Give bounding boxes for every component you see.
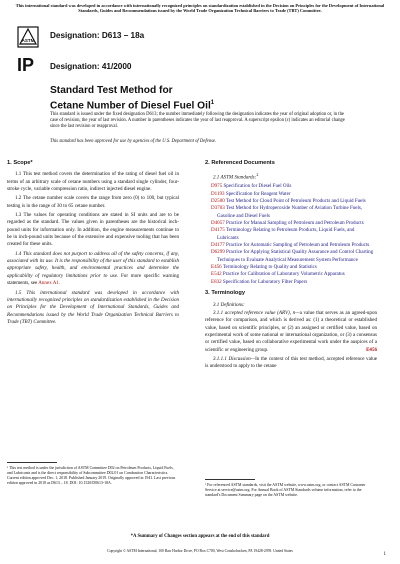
reference-item[interactable]	[211, 191, 377, 198]
references-list	[205, 183, 377, 286]
intro-paragraph: This standard is issued under the fixed designation D613; the number immediately following the designation indicates the year of original adoption or, in the case of revision, the year of last revision. A number in parentheses indicates the year of last reapproval. A superscript epsilon (ε) indicates an editorial change since the last revision or reapproval.	[50, 112, 345, 130]
footnote-2-text: ² For referenced ASTM standards, visit the ASTM website, www.astm.org, or contact ASTM Customer Service at service@astm.org. For Annual Book of ASTM Standards volume information, refer to the standard's Document Summary page on the ASTM website.	[205, 483, 366, 497]
approved-note: This standard has been approved for use by agencies of the U.S. Department of Defense.	[50, 139, 217, 144]
astm-logo-icon	[17, 26, 39, 48]
definitions-sub: 3.1 Definitions:	[213, 301, 245, 308]
footnote-left	[7, 462, 179, 486]
annex-a1-link[interactable]: Annex A1.	[38, 280, 61, 287]
reference-code[interactable]: E456	[211, 264, 222, 271]
reference-title[interactable]: Specification for Laboratory Filter Papers	[222, 278, 308, 285]
scope-1-5: 1.5 This international standard was developed in accordance with internationally recognized principles on standardization established in the Decision on Principles for the Development of International Standards, Guides and Recommendations issued by the World Trade Organization Technical Barriers to Trade (TBT) Committee.	[7, 289, 179, 325]
definition-arv-term: 3.1.1 accepted reference value (ARV), n—	[213, 309, 300, 316]
reference-title[interactable]: Specification for Reagent Water	[225, 190, 291, 197]
reference-code[interactable]: D4175	[211, 227, 225, 234]
reference-code[interactable]: D4177	[211, 242, 225, 249]
title-line2: Cetane Number of Diesel Fuel Oil$^1$	[50, 100, 215, 112]
reference-title[interactable]: Practice for Calibration of Laboratory Volumetric Apparatus	[222, 271, 345, 278]
scope-1-4-tail: For more specific warning statements, see	[7, 272, 179, 287]
ip-logo-icon: IP	[17, 55, 35, 75]
footnote-right	[205, 479, 377, 498]
designation-ip: Designation: 41/2000	[50, 62, 132, 71]
summary-of-changes-note: *A Summary of Changes section appears at the end of this standard	[130, 534, 270, 539]
reference-item[interactable]	[211, 205, 377, 220]
copyright-line: Copyright © ASTM International, 100 Barr Harbor Drive, PO Box C700, West Conshohocken, PA 19428-2959. United States	[107, 549, 293, 553]
document-title	[50, 85, 214, 112]
footnote-divider	[205, 479, 255, 480]
title-line1: Standard Test Method for	[50, 85, 173, 96]
reference-code[interactable]: D6299	[211, 249, 225, 256]
reference-title[interactable]: Test Method for Hydroperoxide Number of Aviation Turbine Fuels, Gasoline and Diesel Fuels	[217, 205, 363, 219]
reference-item[interactable]	[211, 183, 377, 190]
reference-title[interactable]: Practice for Automatic Sampling of Petroleum and Petroleum Products	[226, 242, 370, 249]
definition-arv-text: a value that serves as an agreed-upon reference for comparison, and which is derived as: (1) a theoretical or established value, based on scientific principles, or (2) an assigned or certified value, based on experimental work of some national or international organization, or (3) a consensus or certified value, based on collaborative experimental work under the auspices of a scientific or engineering group.	[205, 309, 377, 353]
scope-1-3: 1.3 The values for operating conditions are stated in SI units and are to be regarded as the standard. The values given in parentheses are the historical inch-pound units for information only. In addition, the engine measurements continue to be in inch-pound units because of the extensive and expensive tooling that has been created for these units.	[7, 212, 179, 248]
reference-item[interactable]	[211, 220, 377, 227]
left-column	[7, 160, 179, 328]
reference-title[interactable]: Terminology Relating to Petroleum Products, Liquid Fuels, and Lubricants	[217, 227, 355, 241]
terminology-heading: 3. Terminology	[205, 290, 246, 297]
page-number: 1	[383, 552, 386, 557]
reference-title[interactable]: Terminology Relating to Quality and Statistics	[222, 264, 317, 271]
discussion-paragraph	[205, 356, 377, 371]
reference-code[interactable]: D4057	[211, 220, 225, 227]
scope-1-2: 1.2 The cetane number scale covers the range from zero (0) to 100, but typical testing is in the range of 30 to 65 cetane number.	[7, 195, 179, 209]
scope-1-4	[7, 251, 179, 288]
reference-code[interactable]: D3703	[211, 205, 225, 212]
reference-title[interactable]: Specification for Diesel Fuel Oils	[223, 183, 292, 190]
definition-arv	[205, 310, 377, 354]
svg-text:ASTM: ASTM	[21, 38, 35, 43]
designation-astm: Designation: D613 – 18a	[50, 31, 145, 40]
reference-code[interactable]: D975	[211, 183, 223, 190]
scope-heading: 1. Scope*	[7, 160, 33, 166]
title-footnote-mark: 1	[210, 100, 215, 106]
references-sub: 2.1 ASTM Standards:$^2$	[213, 172, 259, 182]
reference-code[interactable]: E542	[211, 271, 222, 278]
discussion-label: 3.1.1.1 Discussion—	[213, 355, 256, 362]
footnote-1-text: ¹ This test method is under the jurisdiction of ASTM Committee D02 on Petroleum Products, Liquid Fuels, and Lubricants and is the direct responsibility of Subcommittee D02.01 on Combustion Characteristics. Current edition approved Dec. 1, 2018. Published January 2019. Originally approved in 1941. Last previous edition approved in 2018 as D613 – 18. DOI: 10.1520/D0613-18A.	[7, 466, 176, 485]
top-notice: This international standard was developed in accordance with internationally recognized principles on standardization established in the Decision on Principles for the Development of International Standards, Guides and Recommendations issued by the World Trade Organization Technical Barriers to Trade (TBT) Committee.	[15, 3, 385, 14]
reference-item[interactable]	[211, 249, 377, 264]
reference-code[interactable]: D1193	[211, 190, 225, 197]
reference-title[interactable]: Test Method for Cloud Point of Petroleum Products and Liquid Fuels	[225, 198, 366, 205]
scope-1-4-italic: 1.4 This standard does not purport to address all of the safety concerns, if any, associated with its use. It is the responsibility of the user of this standard to establish appropriate safety, health, and environmental practices and determine the applicability of regulatory limitations prior to use.	[7, 250, 179, 279]
reference-title[interactable]: Practice for Applying Statistical Quality Assurance and Control Charting Techniques to Evaluate Analytical Measurement System Performance	[217, 249, 374, 263]
reference-code[interactable]: E832	[211, 278, 222, 285]
footnote-divider	[7, 462, 57, 463]
right-column	[205, 160, 377, 373]
discussion-text: In the context of this test method, accepted reference value is understood to apply to the cetane	[205, 355, 377, 370]
reference-item[interactable]	[211, 227, 377, 242]
scope-1-1: 1.1 This test method covers the determination of the rating of diesel fuel oil in terms of an arbitrary scale of cetane numbers using a standard single cylinder, four-stroke cycle, variable compression ratio, indirect injected diesel engine.	[7, 171, 179, 193]
references-heading: 2. Referenced Documents	[205, 160, 275, 166]
reference-code[interactable]: D2500	[211, 198, 225, 205]
reference-item[interactable]	[211, 279, 377, 286]
reference-title[interactable]: Practice for Manual Sampling of Petroleum and Petroleum Products	[226, 220, 364, 227]
reference-item[interactable]	[211, 271, 377, 278]
definition-arv-ref-link[interactable]: E456	[366, 346, 377, 353]
